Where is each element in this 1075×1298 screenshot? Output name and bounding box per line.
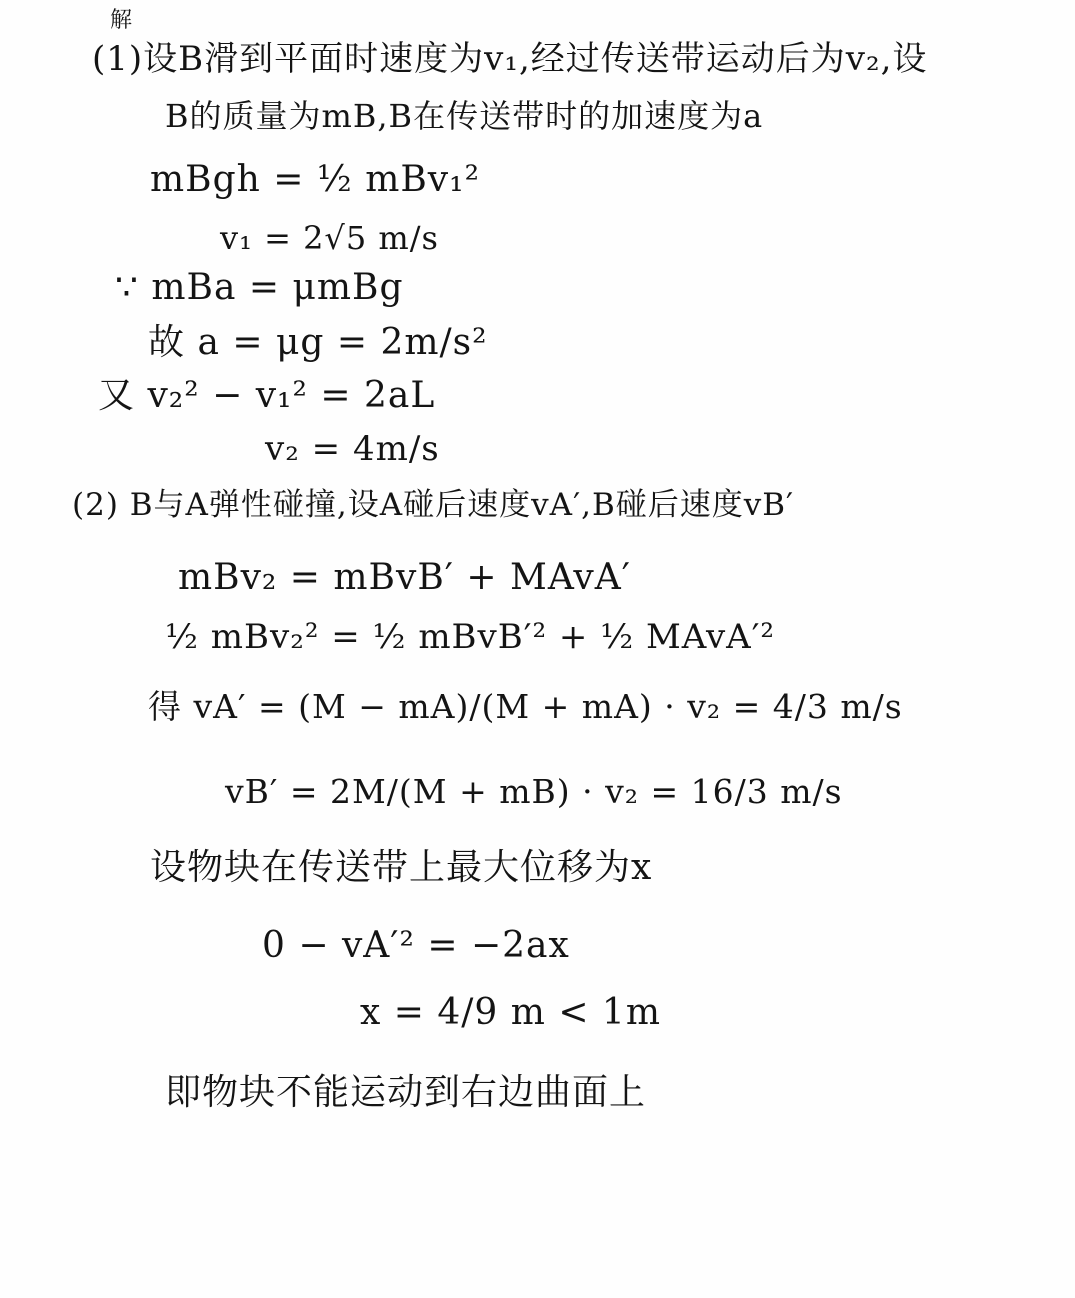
solution-line-17: 即物块不能运动到右边曲面上	[165, 1072, 647, 1113]
solution-line-11: ½ mBv₂² = ½ mBvB′² + ½ MAvA′²	[165, 617, 776, 657]
solution-line-2: B的质量为mB,B在传送带时的加速度为a	[165, 97, 764, 135]
solution-line-15: 0 − vA′² = −2ax	[262, 925, 570, 966]
solution-line-14: 设物块在传送带上最大位移为x	[150, 847, 653, 888]
solution-line-12: 得 vA′ = (M − mA)/(M + mA) · v₂ = 4/3 m/s	[148, 687, 903, 726]
solution-line-13: vB′ = 2M/(M + mB) · v₂ = 16/3 m/s	[225, 772, 843, 811]
solution-label: 解	[110, 8, 134, 33]
solution-line-3: mBgh = ½ mBv₁²	[150, 159, 481, 200]
solution-line-9: (2) B与A弹性碰撞,设A碰后速度vA′,B碰后速度vB′	[72, 487, 795, 523]
solution-line-8: v₂ = 4m/s	[265, 429, 440, 469]
solution-line-6: 故 a = μg = 2m/s²	[148, 322, 488, 363]
solution-line-16: x = 4/9 m < 1m	[360, 992, 661, 1033]
solution-line-5: ∵ mBa = μmBg	[115, 267, 404, 308]
solution-line-10: mBv₂ = mBvB′ + MAvA′	[178, 557, 631, 598]
solution-line-4: v₁ = 2√5 m/s	[220, 219, 439, 257]
solution-line-1: (1)设B滑到平面时速度为v₁,经过传送带运动后为v₂,设	[92, 39, 928, 79]
solution-line-7: 又 v₂² − v₁² = 2aL	[98, 375, 436, 416]
